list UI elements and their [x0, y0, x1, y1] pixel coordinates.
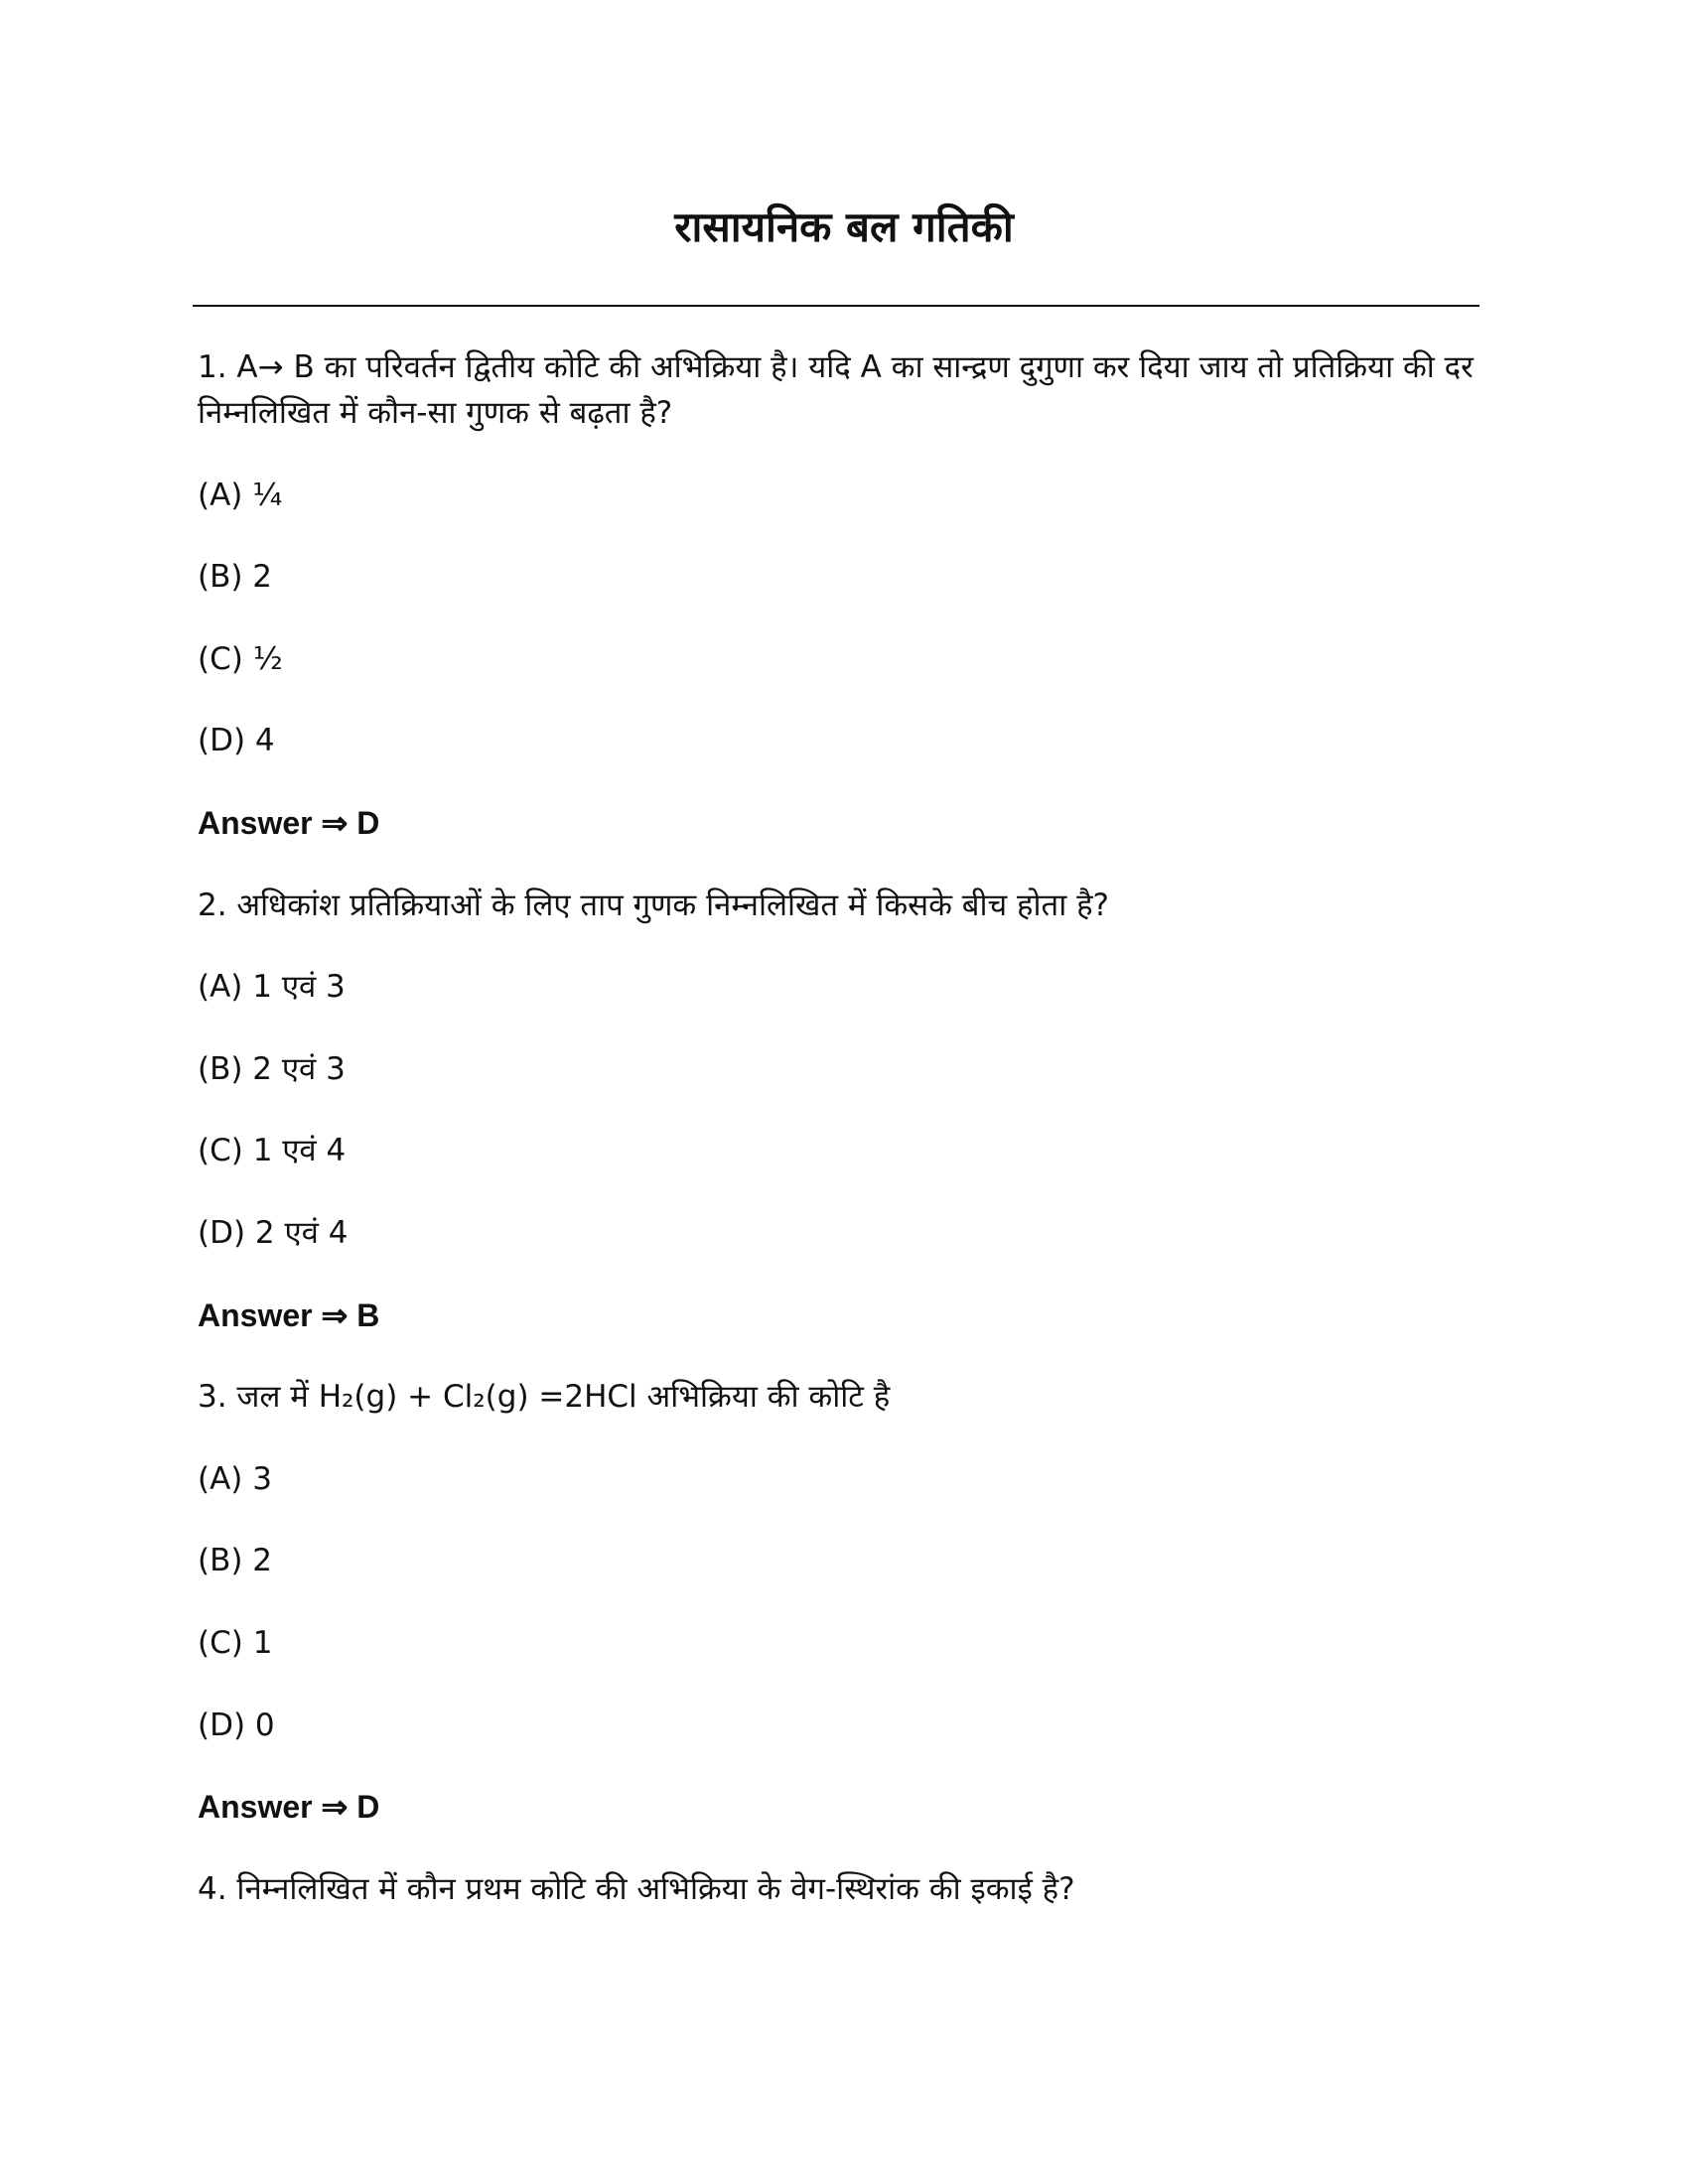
question-2-option-d: (D) 2 एवं 4	[198, 1214, 349, 1251]
title-divider	[193, 305, 1479, 307]
question-1-text: 1. A→ B का परिवर्तन द्वितीय कोटि की अभिक्रिया है। यदि A का सान्द्रण दुगुणा कर दिया जाय तो प्रतिक्रिया की दर निम्नलिखित में कौन-सा गुणक से बढ़ता है?	[198, 349, 1474, 431]
question-3-answer: Answer ⇒ D	[198, 1789, 380, 1826]
question-list	[198, 344, 1478, 1912]
question-2-answer: Answer ⇒ B	[198, 1297, 380, 1333]
question-3-option-c: (C) 1	[198, 1624, 273, 1661]
question-2-option-c: (C) 1 एवं 4	[198, 1133, 347, 1169]
question-2-text: 2. अधिकांश प्रतिक्रियाओं के लिए ताप गुणक निम्नलिखित में किसके बीच होता है?	[198, 887, 1110, 923]
question-1-option-c: (C) ½	[198, 640, 283, 677]
question-3-option-d: (D) 0	[198, 1706, 275, 1743]
question-1-option-a: (A) ¼	[198, 477, 283, 513]
question-1-option-d: (D) 4	[198, 723, 275, 759]
question-2-option-b: (B) 2 एवं 3	[198, 1050, 346, 1087]
question-2-option-a: (A) 1 एवं 3	[198, 969, 346, 1006]
question-3-option-a: (A) 3	[198, 1460, 272, 1497]
page-title: रासायनिक बल गतिकी	[674, 203, 1014, 251]
question-3-text: 3. जल में H₂(g) + Cl₂(g) =2HCl अभिक्रिया की कोटि है	[198, 1379, 891, 1416]
question-4-text: 4. निम्नलिखित में कौन प्रथम कोटि की अभिक्रिया के वेग-स्थिरांक की इकाई है?	[198, 1870, 1075, 1907]
question-3-option-b: (B) 2	[198, 1543, 273, 1579]
question-1-option-b: (B) 2	[198, 559, 273, 596]
question-1-answer: Answer ⇒ D	[198, 804, 380, 841]
